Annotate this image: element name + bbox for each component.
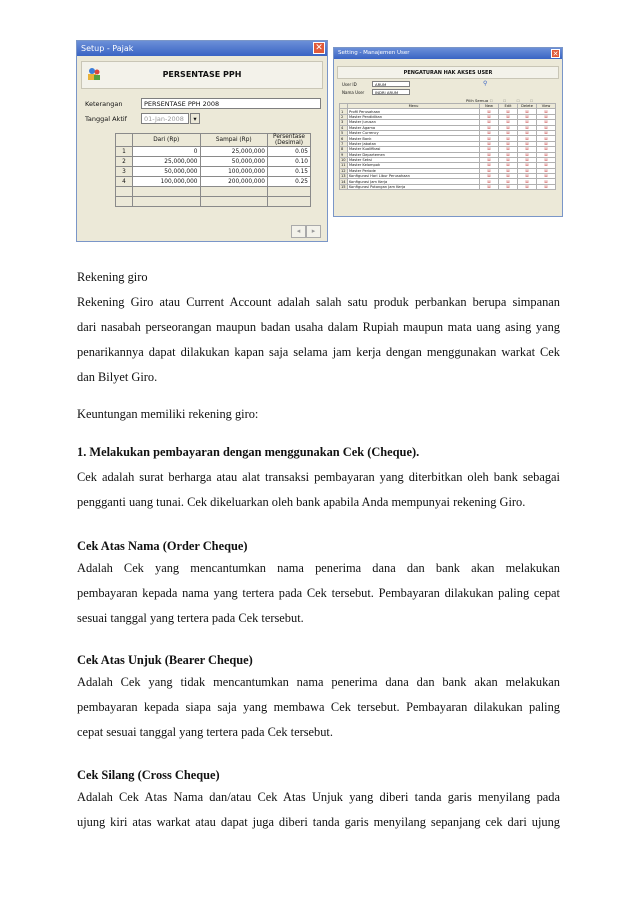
menu-name: Master Currency [348,130,480,135]
cell-persen[interactable]: 0.05 [268,147,311,157]
checkbox-delete[interactable]: ☒ [518,120,537,125]
menu-row-number: 9 [340,152,348,157]
menu-row-number: 8 [340,147,348,152]
checkbox-new[interactable]: ☒ [480,174,499,179]
form-header [337,66,559,79]
menu-row-number: 3 [340,120,348,125]
checkbox-view[interactable]: ☒ [537,152,556,157]
menu-name: Master Seksi [348,157,480,162]
s3-line: Adalah Cek yang tidak mencantumkan nama penerima dana dan bank akan melakukan [77,675,560,689]
checkbox-delete[interactable]: ☒ [518,163,537,168]
checkbox-edit[interactable]: ☒ [499,141,518,146]
table-row[interactable] [116,157,311,167]
checkbox-edit[interactable]: ☒ [499,163,518,168]
checkbox-edit[interactable]: ☒ [499,136,518,141]
s1-line: Cek adalah surat berharga atau alat transaksi pembayaran yang diterbitkan oleh bank sebagai [77,470,560,484]
empty-cell [133,197,201,207]
checkbox-edit[interactable]: ☒ [499,174,518,179]
section-2-title-text: Cek Atas Nama (Order Cheque) [77,539,248,553]
checkbox-edit[interactable]: ☒ [499,130,518,135]
menu-row-number: 13 [341,174,346,179]
empty-cell [268,197,311,207]
checkbox-delete[interactable]: ☒ [518,152,537,157]
table-row[interactable] [116,147,311,157]
row-number: 1 [116,147,133,157]
col-edit: Edit [499,104,518,109]
checkbox-edit[interactable]: ☒ [499,168,518,173]
menu-name: Master Kelompok [348,163,480,168]
col-delete: Delete [518,104,537,109]
checkbox-view[interactable]: ☒ [537,120,556,125]
menu-row-number: 6 [340,136,348,141]
col-view: View [537,104,556,109]
tanggal-aktif-label: Tanggal Aktif [85,115,127,123]
checkbox-view[interactable]: ☒ [537,114,556,119]
s4-line: Adalah Cek Atas Nama dan/atau Cek Atas Unjuk yang diberi tanda garis menyilang pada [77,790,560,804]
checkbox-new[interactable]: ☒ [480,179,499,184]
cell-sampai[interactable]: 100,000,000 [200,167,268,177]
checkbox-new[interactable]: ☒ [480,157,499,162]
checkbox-edit[interactable]: ☒ [499,147,518,152]
heading-rekening-giro: Rekening giro [77,270,148,284]
menu-name: Master Agama [348,125,480,130]
checkbox-delete[interactable]: ☒ [518,130,537,135]
checkbox-view[interactable]: ☒ [537,147,556,152]
cell-persen[interactable]: 0.25 [268,177,311,187]
keuntungan-text: Keuntungan memiliki rekening giro: [77,407,259,421]
checkbox-delete[interactable]: ☒ [518,109,537,114]
cell-sampai[interactable]: 50,000,000 [200,157,268,167]
empty-cell [133,187,201,197]
tanggal-aktif-value: 01-Jan-2008 [144,115,184,123]
menu-name: Master Bank [348,136,480,141]
menu-name: Master Pendidikan [348,114,480,119]
section-1-title-text: 1. Melakukan pembayaran dengan menggunakan Cek (Cheque). [77,445,420,459]
checkbox-new[interactable]: ☒ [480,168,499,173]
checkbox-new[interactable]: ☒ [480,130,499,135]
checkbox-delete[interactable]: ☒ [518,147,537,152]
menu-row-number: 1 [340,109,348,114]
menu-name: Master Kualifikasi [348,147,480,152]
checkbox-new[interactable]: ☒ [480,163,499,168]
section-4-title-text: Cek Silang (Cross Cheque) [77,768,220,782]
menu-row-number: 15 [341,185,346,190]
checkbox-edit[interactable]: ☒ [499,179,518,184]
checkbox-delete[interactable]: ☒ [518,125,537,130]
cell-dari[interactable]: 50,000,000 [133,167,201,177]
section-1-title [77,440,560,465]
menu-name: Konfigurasi Hari Libur Perusahaan [348,174,480,179]
p1-line: dari nasabah perseorangan maupun badan usaha dalam Rupiah maupun mata uang asing yang [77,320,560,334]
section-3-title-text: Cek Atas Unjuk (Bearer Cheque) [77,653,253,667]
checkbox-delete[interactable]: ☒ [518,174,537,179]
col-persentase: Persentase (Desimal) [268,134,311,147]
menu-name: Konfigurasi Jam Kerja [348,179,480,184]
menu-row-number: 2 [340,114,348,119]
corner-cell [116,134,133,147]
pilih-semua-checkboxes[interactable]: □□□□ [490,98,544,103]
window-title: Setup - Pajak [81,44,134,53]
next-icon[interactable]: ▸ [306,225,321,238]
menu-row-number: 4 [340,125,348,130]
checkbox-edit[interactable]: ☒ [499,125,518,130]
checkbox-view[interactable]: ☒ [537,168,556,173]
setup-pajak-titlebar [77,41,327,56]
menu-row[interactable] [340,184,556,189]
empty-cell [116,187,133,197]
cell-persen[interactable]: 0.10 [268,157,311,167]
chevron-down-icon[interactable]: ▾ [190,113,200,124]
search-icon[interactable]: ⚲ [483,81,488,87]
checkbox-delete[interactable]: ☒ [518,168,537,173]
menu-rows [340,109,556,190]
cell-sampai[interactable]: 200,000,000 [200,177,268,187]
checkbox-edit[interactable]: ☒ [499,157,518,162]
menu-name: Master Periode [348,168,480,173]
checkbox-view[interactable]: ☒ [537,174,556,179]
checkbox-new[interactable]: ☒ [480,109,499,114]
close-icon[interactable]: ✕ [552,50,559,58]
checkbox-edit[interactable]: ☒ [499,120,518,125]
checkbox-new[interactable]: ☒ [480,141,499,146]
s2-line: sesuai tanggal yang tertera pada Cek tersebut. [77,611,304,625]
checkbox-delete[interactable]: ☒ [518,179,537,184]
col-sampai: Sampai (Rp) [200,134,268,147]
checkbox-new[interactable]: ☒ [480,152,499,157]
s2-line: pembayaran kepada nama yang tertera pada Cek tersebut. Pembayaran dilakukan paling cepat [77,586,560,600]
window-title: Setting - Manajemen User [338,50,410,56]
table-row[interactable] [116,167,311,177]
cell-dari[interactable]: 0 [133,147,201,157]
checkbox-view[interactable]: ☒ [537,141,556,146]
keterangan-label: Keterangan [85,100,123,108]
pph-table [115,133,311,207]
row-number: 2 [116,157,133,167]
checkbox-delete[interactable]: ☒ [518,136,537,141]
checkbox-view[interactable]: ☒ [537,136,556,141]
checkbox-delete[interactable]: ☒ [518,114,537,119]
pilih-semua-label: Pilih Semua [466,98,489,103]
checkbox-edit[interactable]: ☒ [499,114,518,119]
keterangan-field[interactable]: PERSENTASE PPH 2008 [141,98,321,109]
s3-line: pembayaran kepada siapa saja yang membawa Cek tersebut. Pembayaran dilakukan paling [77,700,560,714]
cell-dari[interactable]: 25,000,000 [133,157,201,167]
user-id-field[interactable]: ARUM [372,81,410,87]
table-row[interactable] [116,177,311,187]
empty-cell [116,197,133,207]
manajemen-user-titlebar [334,48,562,59]
manajemen-user-window [333,47,563,217]
row-number: 4 [116,177,133,187]
menu-row-number: 10 [341,158,346,163]
setup-pajak-window [76,40,328,242]
menu-name: Master Departemen [348,152,480,157]
p1-line: dan Bilyet Giro. [77,370,158,384]
row-number: 3 [116,167,133,177]
checkbox-view[interactable]: ☒ [537,179,556,184]
menu-name: Konfigurasi Potongan Jam Kerja [348,184,480,189]
checkbox-new[interactable]: ☒ [480,147,499,152]
form-header [81,61,323,89]
empty-cell [200,187,268,197]
col-menu: Menu [348,104,480,109]
p1-line: Rekening Giro atau Current Account adalah salah satu produk perbankan berupa simpanan [77,295,560,309]
checkbox-edit[interactable]: ☒ [499,184,518,189]
s4-line: ujung kiri atas warkat atau dapat juga diberi tanda garis menyilang sepanjang cek dari ujung [77,815,560,829]
menu-row-number: 7 [340,141,348,146]
checkbox-view[interactable]: ☒ [537,163,556,168]
checkbox-view[interactable]: ☒ [537,157,556,162]
menu-row-number: 14 [341,179,346,184]
checkbox-view[interactable]: ☒ [537,125,556,130]
s2-line: Adalah Cek yang mencantumkan nama penerima dana dan bank akan melakukan [77,561,560,575]
checkbox-new[interactable]: ☒ [480,120,499,125]
checkbox-delete[interactable]: ☒ [518,157,537,162]
close-icon[interactable]: ✕ [313,42,325,54]
menu-row-number: 5 [340,130,348,135]
menu-name: Profil Perusahaan [348,109,480,114]
menu-row-number: 12 [341,168,346,173]
checkbox-view[interactable]: ☒ [537,109,556,114]
checkbox-delete[interactable]: ☒ [518,184,537,189]
cell-dari[interactable]: 100,000,000 [133,177,201,187]
cell-persen[interactable]: 0.15 [268,167,311,177]
checkbox-new[interactable]: ☒ [480,114,499,119]
p1-line: penarikannya dapat dilakukan kapan saja selama jam kerja dengan menggunakan warkat Cek [77,345,560,359]
empty-cell [200,197,268,207]
checkbox-delete[interactable]: ☒ [518,141,537,146]
cell-sampai[interactable]: 25,000,000 [200,147,268,157]
menu-name: Master Jabatan [348,141,480,146]
checkbox-edit[interactable]: ☒ [499,152,518,157]
nama-user-label: Nama User [342,90,365,95]
menu-row-number: 11 [341,163,346,168]
checkbox-edit[interactable]: ☒ [499,109,518,114]
tanggal-aktif-field[interactable] [141,113,189,124]
checkbox-view[interactable]: ☒ [537,130,556,135]
col-new: New [480,104,499,109]
form-title: PERSENTASE PPH [162,70,242,79]
checkbox-new[interactable]: ☒ [480,184,499,189]
s1-line: pengganti uang tunai. Cek dikeluarkan oleh bank apabila Anda mempunyai rekening Giro. [77,495,526,509]
checkbox-view[interactable]: ☒ [537,184,556,189]
form-title: PENGATURAN HAK AKSES USER [403,70,493,76]
s3-line: cepat sesuai tanggal yang tertera pada Cek tersebut. [77,725,333,739]
prev-icon[interactable]: ◂ [291,225,306,238]
menu-access-table [339,103,556,190]
empty-cell [268,187,311,197]
checkbox-new[interactable]: ☒ [480,136,499,141]
checkbox-new[interactable]: ☒ [480,125,499,130]
nama-user-field[interactable]: INDRI ARUM [372,89,410,95]
col-dari: Dari (Rp) [133,134,201,147]
user-id-label: User ID [342,82,357,87]
menu-name: Master Jurusan [348,120,480,125]
